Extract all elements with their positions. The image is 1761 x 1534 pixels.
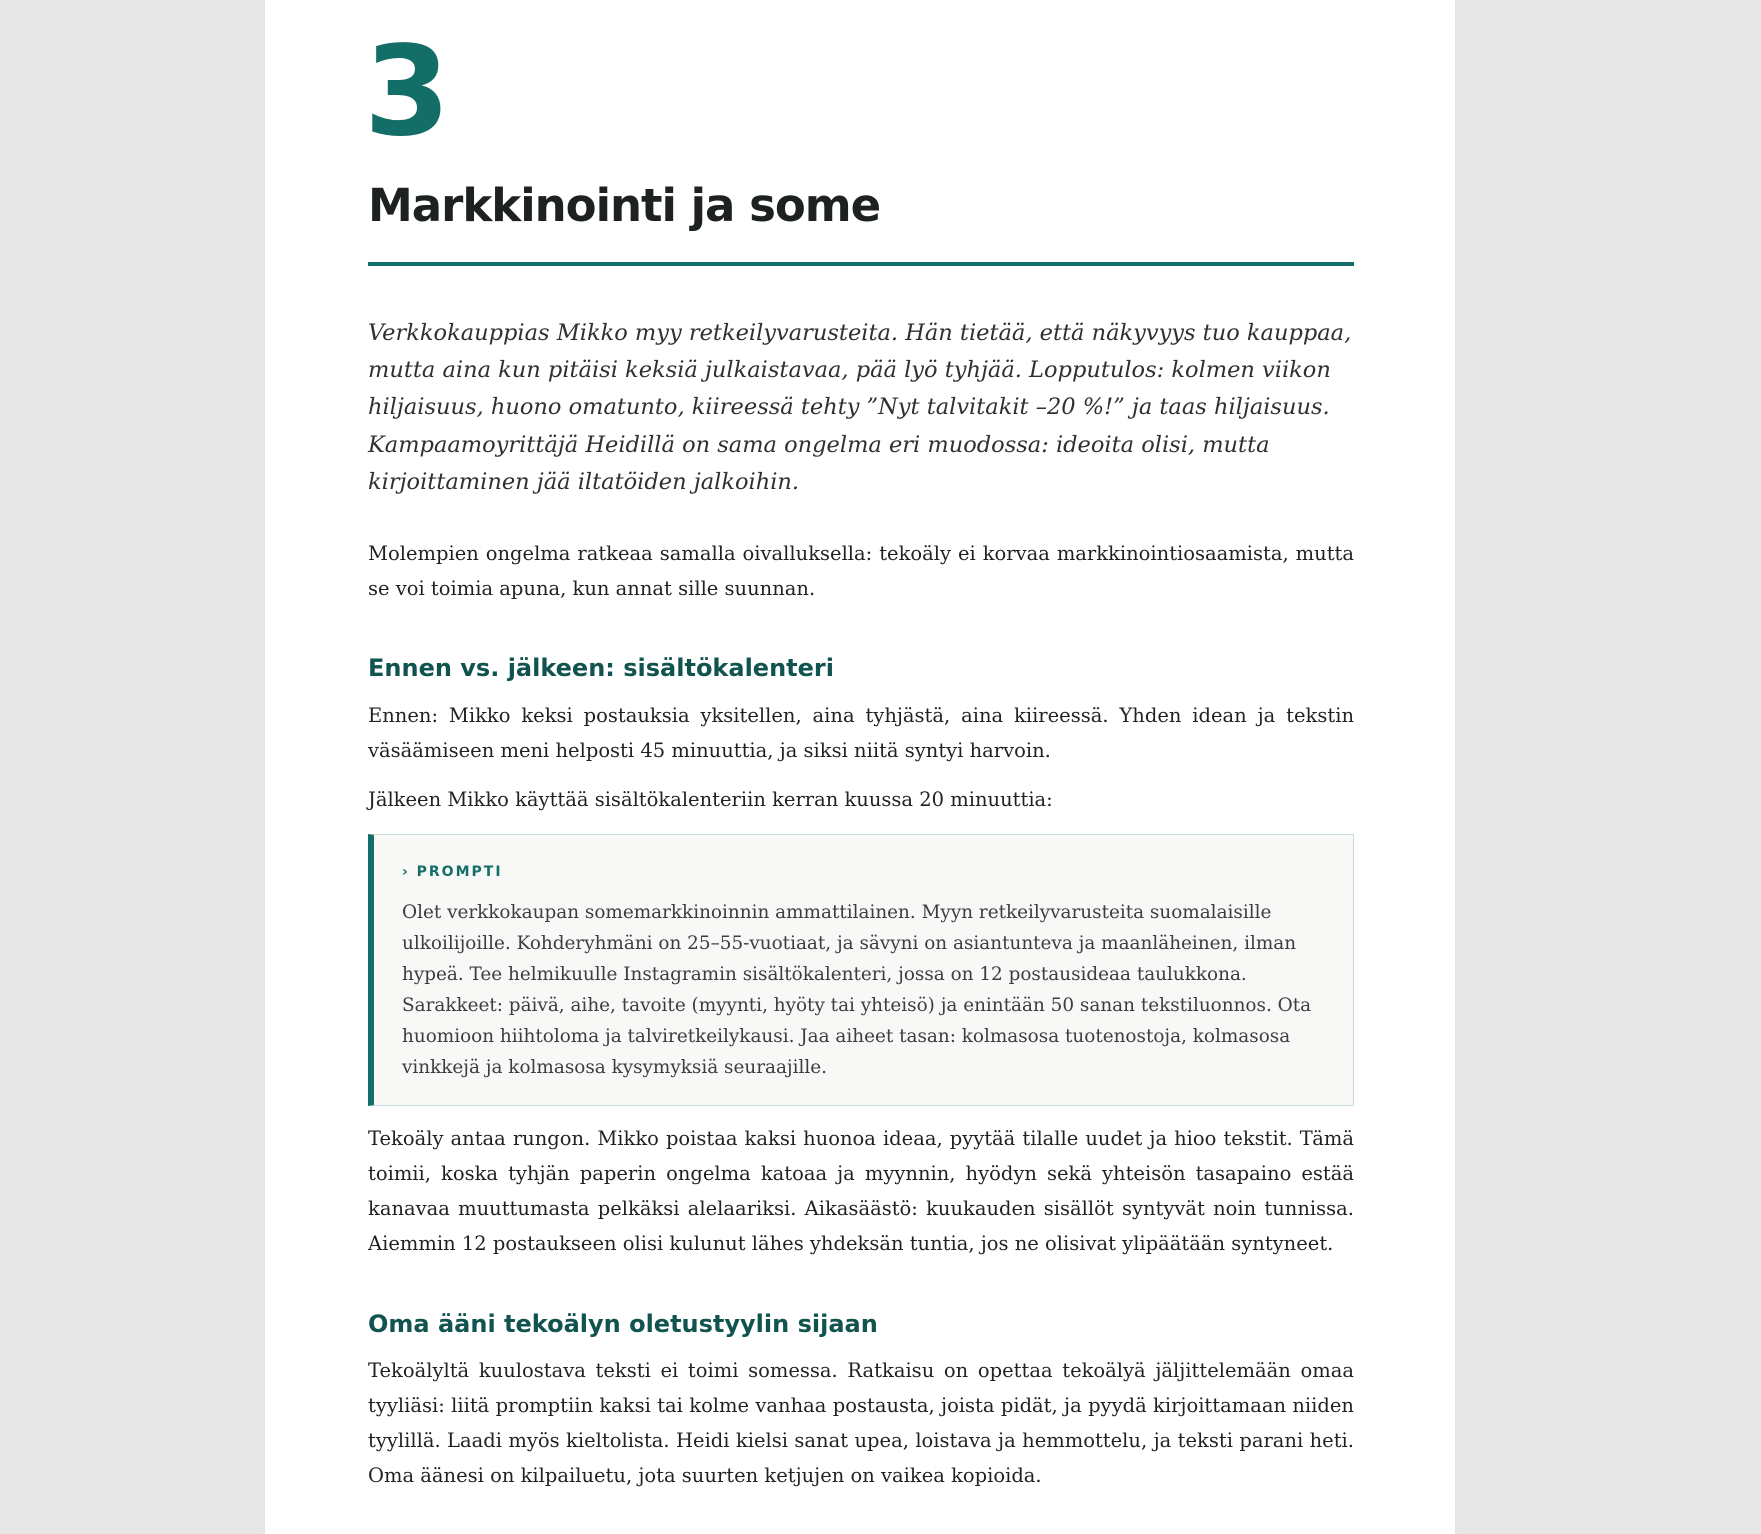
chapter-number: 3 (364, 20, 449, 164)
after-paragraph: Jälkeen Mikko käyttää sisältökalenteriin kerran kuussa 20 minuuttia: (368, 788, 1053, 811)
section-heading-own-voice: Oma ääni tekoälyn oletustyylin sijaan (368, 1310, 878, 1338)
prompt-box (368, 834, 1354, 1106)
before-paragraph: Ennen: Mikko keksi postauksia yksitellen, aina tyhjästä, aina kiireessä. Yhden idean ja tekstin väsäämiseen meni helposti 45 minuuttia, ja siksi niitä syntyi harvoin. (368, 704, 1354, 762)
title-divider (368, 262, 1354, 266)
prompt-text: Olet verkkokaupan somemarkkinoinnin ammattilainen. Myyn retkeilyvarusteita suomalaisille ulkoilijoille. Kohderyhmäni on 25–55-vuotiaat, ja sävyni on asiantunteva ja maanläheinen, ilman hypeä. Tee helmikuulle Instagramin sisältökalenteri, jossa on 12 postausideaa taulukkona. Sarakkeet: päivä, aihe, tavoite (myynti, hyöty tai yhteisö) ja enintään 50 sanan tekstiluonnos. Ota huomioon hiihtoloma ja talviretkeilykausi. Jaa aiheet tasan: kolmasosa tuotenostoja, kolmasosa vinkkejä ja kolmasosa kysymyksiä seuraajille. (402, 902, 1312, 1078)
section-heading-content-calendar: Ennen vs. jälkeen: sisältökalenteri (368, 654, 834, 682)
intro-paragraph: Verkkokauppias Mikko myy retkeilyvarusteita. Hän tietää, että näkyvyys tuo kauppaa, mutta aina kun pitäisi keksiä julkaistavaa, pää lyö tyhjää. Lopputulos: kolmen viikon hiljaisuus, huono omatunto, kiireessä tehty ”Nyt talvitakit –20 %!” ja taas hiljaisuus. Kampaamoyrittäjä Heidillä on sama ongelma eri muodossa: ideoita olisi, mutta kirjoittaminen jää iltatöiden jalkoihin. (368, 320, 1352, 495)
own-voice-paragraph: Tekoälyltä kuulostava teksti ei toimi somessa. Ratkaisu on opettaa tekoälyä jäljittelemään omaa tyyliäsi: liitä promptiin kaksi tai kolme vanhaa postausta, joista pidät, ja pyydä kirjoittamaan niiden tyylillä. Laadi myös kieltolista. Heidi kielsi sanat upea, loistava ja hemmottelu, ja teksti parani heti. Oma äänesi on kilpailuetu, jota suurten ketjujen on vaikea kopioida. (368, 1359, 1354, 1487)
result-paragraph: Tekoäly antaa rungon. Mikko poistaa kaksi huonoa ideaa, pyytää tilalle uudet ja hioo tekstit. Tämä toimii, koska tyhjän paperin ongelma katoaa ja myynnin, hyödyn sekä yhteisön tasapaino estää kanavaa muuttumasta pelkäksi alelaariksi. Aikasäästö: kuukauden sisällöt syntyvät noin tunnissa. Aiemmin 12 postaukseen olisi kulunut lähes yhdeksän tuntia, jos ne olisivat ylipäätään syntyneet. (368, 1127, 1354, 1255)
solution-paragraph: Molempien ongelma ratkeaa samalla oivalluksella: tekoäly ei korvaa markkinointiosaamista, mutta se voi toimia apuna, kun annat sille suunnan. (368, 542, 1354, 600)
chapter-title: Markkinointi ja some (368, 179, 881, 232)
prompt-label: › PROMPTI (402, 864, 503, 880)
document-page (265, 0, 1455, 1534)
